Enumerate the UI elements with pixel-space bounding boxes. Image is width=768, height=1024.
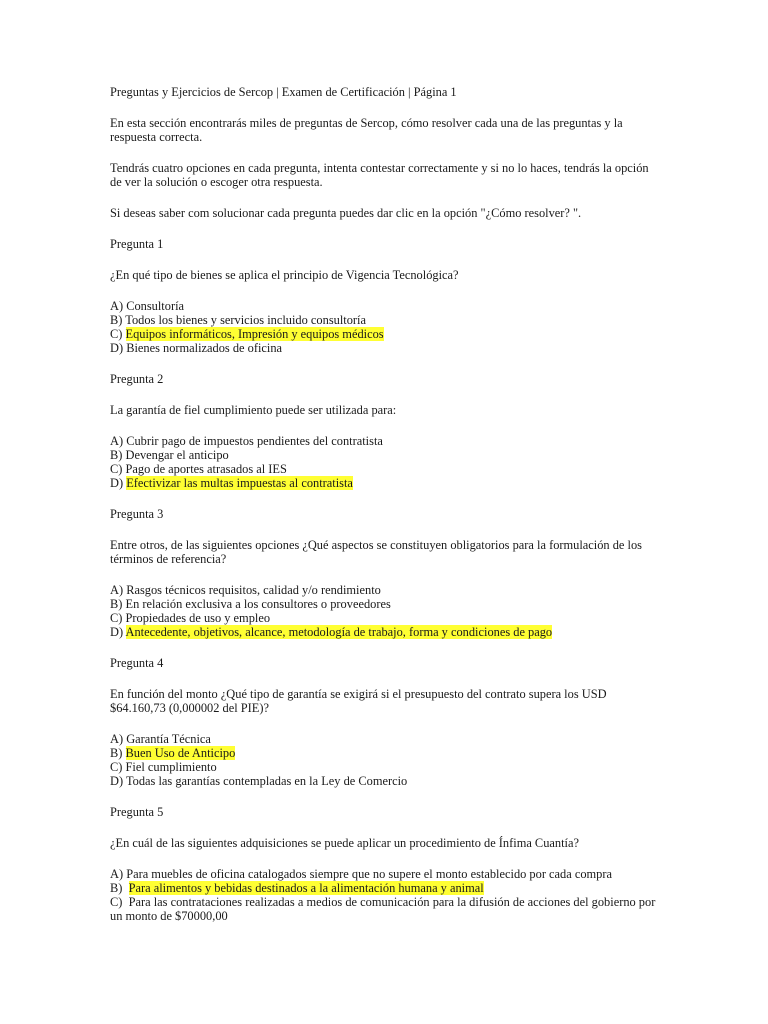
question-text: Entre otros, de las siguientes opciones ¿Qué aspectos se constituyen obligatorios para la formulación de los términos de referencia? xyxy=(110,538,642,566)
options-list xyxy=(110,867,658,923)
option-text: Todas las garantías contempladas en la Ley de Comercio xyxy=(125,774,408,788)
highlighted-answer: Antecedente, objetivos, alcance, metodología de trabajo, forma y condiciones de pago xyxy=(125,625,553,639)
option-letter: C) xyxy=(110,462,123,476)
highlighted-answer: Para alimentos y bebidas destinados a la alimentación humana y animal xyxy=(128,881,484,895)
option-letter: C) xyxy=(110,327,123,341)
option-text: Para las contrataciones realizadas a medios de comunicación para la difusión de acciones del gobierno por un monto de $70000,00 xyxy=(110,895,656,923)
option-letter: C) xyxy=(110,760,123,774)
intro-paragraph-2: Tendrás cuatro opciones en cada pregunta, intenta contestar correctamente y si no lo haces, tendrás la opción de ver la solución o escoger otra respuesta. xyxy=(110,161,649,189)
options-list xyxy=(110,583,658,639)
option-letter: D) xyxy=(110,341,124,355)
option-a[interactable] xyxy=(110,583,658,597)
options-list xyxy=(110,732,658,788)
option-d-correct[interactable] xyxy=(110,476,658,490)
option-text: Bienes normalizados de oficina xyxy=(126,341,283,355)
option-letter: B) xyxy=(110,746,123,760)
option-a[interactable] xyxy=(110,434,658,448)
option-text: En relación exclusiva a los consultores o proveedores xyxy=(125,597,391,611)
option-text: Rasgos técnicos requisitos, calidad y/o rendimiento xyxy=(126,583,381,597)
question-label: Pregunta 1 xyxy=(110,237,164,251)
option-b-correct[interactable] xyxy=(110,881,658,895)
option-d[interactable] xyxy=(110,341,658,355)
option-text: Pago de aportes atrasados al IES xyxy=(125,462,287,476)
question-label: Pregunta 3 xyxy=(110,507,164,521)
option-letter: A) xyxy=(110,867,124,881)
option-a[interactable] xyxy=(110,732,658,746)
option-text: Para muebles de oficina catalogados siempre que no supere el monto establecido por cada compra xyxy=(126,867,612,881)
option-text: Cubrir pago de impuestos pendientes del contratista xyxy=(126,434,383,448)
options-list xyxy=(110,299,658,355)
option-letter: C) xyxy=(110,611,123,625)
option-c-correct[interactable] xyxy=(110,327,658,341)
question-label: Pregunta 5 xyxy=(110,805,164,819)
option-a[interactable] xyxy=(110,867,658,881)
question-text: La garantía de fiel cumplimiento puede ser utilizada para: xyxy=(110,403,397,417)
option-letter: B) xyxy=(110,881,123,895)
question-text: ¿En cuál de las siguientes adquisiciones se puede aplicar un procedimiento de Ínfima Cuantía? xyxy=(110,836,579,850)
option-d[interactable] xyxy=(110,774,658,788)
highlighted-answer: Equipos informáticos, Impresión y equipos médicos xyxy=(125,327,384,341)
option-text: Consultoría xyxy=(126,299,185,313)
question-label: Pregunta 2 xyxy=(110,372,164,386)
intro-paragraph-3: Si deseas saber com solucionar cada pregunta puedes dar clic en la opción "¿Cómo resolver? ". xyxy=(110,206,582,220)
highlighted-answer: Efectivizar las multas impuestas al contratista xyxy=(126,476,353,490)
option-text: Devengar el anticipo xyxy=(125,448,229,462)
option-a[interactable] xyxy=(110,299,658,313)
option-text: Propiedades de uso y empleo xyxy=(125,611,271,625)
option-text: Garantía Técnica xyxy=(126,732,211,746)
option-b[interactable] xyxy=(110,597,658,611)
option-letter: B) xyxy=(110,448,123,462)
option-letter: D) xyxy=(110,476,124,490)
option-letter: D) xyxy=(110,625,124,639)
option-letter: A) xyxy=(110,732,124,746)
option-c[interactable] xyxy=(110,611,658,625)
option-text: Fiel cumplimiento xyxy=(125,760,217,774)
option-d-correct[interactable] xyxy=(110,625,658,639)
option-letter: A) xyxy=(110,583,124,597)
option-text: Todos los bienes y servicios incluido consultoría xyxy=(125,313,366,327)
page-title: Preguntas y Ejercicios de Sercop | Examen de Certificación | Página 1 xyxy=(110,85,457,99)
options-list xyxy=(110,434,658,490)
question-text: ¿En qué tipo de bienes se aplica el principio de Vigencia Tecnológica? xyxy=(110,268,459,282)
question-text: En función del monto ¿Qué tipo de garantía se exigirá si el presupuesto del contrato supera los USD $64.160,73 (0,000002 del PIE)? xyxy=(110,687,607,715)
intro-paragraph-1: En esta sección encontrarás miles de preguntas de Sercop, cómo resolver cada una de las preguntas y la respuesta correcta. xyxy=(110,116,623,144)
option-letter: A) xyxy=(110,299,124,313)
option-letter: A) xyxy=(110,434,124,448)
option-b[interactable] xyxy=(110,313,658,327)
option-b-correct[interactable] xyxy=(110,746,658,760)
option-letter: C) xyxy=(110,895,123,909)
option-c[interactable] xyxy=(110,760,658,774)
option-b[interactable] xyxy=(110,448,658,462)
option-letter: B) xyxy=(110,313,123,327)
option-c[interactable] xyxy=(110,895,658,923)
option-c[interactable] xyxy=(110,462,658,476)
option-letter: B) xyxy=(110,597,123,611)
highlighted-answer: Buen Uso de Anticipo xyxy=(125,746,236,760)
question-label: Pregunta 4 xyxy=(110,656,164,670)
option-letter: D) xyxy=(110,774,124,788)
